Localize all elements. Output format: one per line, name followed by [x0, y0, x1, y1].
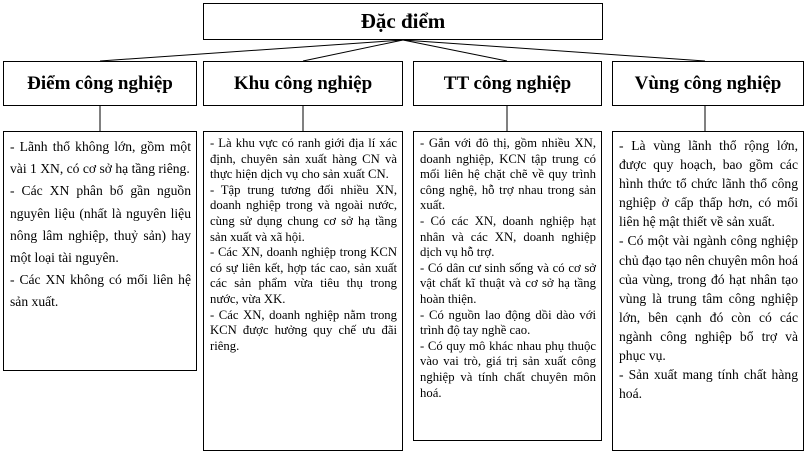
- root-node: [203, 3, 603, 40]
- list-item: - Có nguồn lao động dồi dào với trình độ tay nghề cao.: [420, 307, 596, 338]
- list-item: - Có một vài ngành công nghiệp chủ đạo tạo nên chuyên môn hoá của vùng, trong đó hạt nhân tạo vùng là trung tâm công nghiệp lớn, bên cạnh đó còn có các ngành công nghiệp bổ trợ và phục vụ.: [619, 233, 798, 364]
- content-diem-cong-nghiep: [3, 131, 197, 371]
- list-item: - Sản xuất mang tính chất hàng hoá.: [619, 367, 798, 402]
- list-item: - Các XN phân bố gần nguồn nguyên liệu (nhất là nguyên liệu nông lâm nghiệp, thuỷ sản) hay một loại tài nguyên.: [10, 183, 191, 266]
- list-item: - Có các XN, doanh nghiệp hạt nhân và các XN, doanh nghiệp dịch vụ hỗ trợ.: [420, 213, 596, 260]
- list-item: - Các XN, doanh nghiệp trong KCN có sự liên kết, hợp tác cao, sản xuất các sản phẩm vừa tiêu thụ trong nước, vừa XK.: [210, 245, 397, 306]
- list-item: - Là vùng lãnh thổ rộng lớn, được quy hoạch, bao gồm các hình thức tổ chức lãnh thổ công nghiệp ở cấp thấp hơn, có mối liên hệ mật thiết về sản xuất.: [619, 138, 798, 230]
- list-item: - Lãnh thổ không lớn, gồm một vài 1 XN, có cơ sở hạ tầng riêng.: [10, 139, 191, 177]
- heading-label: TT công nghiệp: [443, 72, 572, 94]
- heading-diem-cong-nghiep: [3, 61, 197, 106]
- content-khu-cong-nghiep: [203, 131, 403, 451]
- list-item: - Các XN, doanh nghiệp nằm trong KCN được hưởng quy chế ưu đãi riêng.: [210, 307, 397, 353]
- list-item: - Các XN không có mối liên hệ sản xuất.: [10, 272, 191, 310]
- heading-label: Điểm công nghiệp: [27, 72, 173, 94]
- root-to-col1-line: [100, 40, 403, 61]
- list-item: - Tập trung tương đối nhiều XN, doanh nghiệp trong và ngoài nước, cùng sử dụng chung cơ sở hạ tầng sản xuất và xã hội.: [210, 182, 397, 244]
- list-item: - Gắn với đô thị, gồm nhiều XN, doanh nghiệp, KCN tập trung có mối liên hệ chặt chẽ về quy trình công nghệ, hỗ trợ nhau trong sản xuất.: [420, 136, 596, 213]
- list-item: - Có dân cư sinh sống và có cơ sở vật chất kĩ thuật và cơ sở hạ tầng hoàn thiện.: [420, 260, 596, 306]
- heading-vung-cong-nghiep: [612, 61, 804, 106]
- heading-label: Khu công nghiệp: [233, 72, 373, 94]
- content-vung-cong-nghiep: [612, 131, 804, 451]
- list-item: - Là khu vực có ranh giới địa lí xác định, chuyên sản xuất hàng CN và thực hiện dịch vụ cho sản xuất CN.: [210, 136, 397, 182]
- list-item: - Có quy mô khác nhau phụ thuộc vào vai trò, giá trị sản xuất công nghiệp và tính chất chuyên môn hoá.: [420, 338, 596, 400]
- heading-tt-cong-nghiep: [413, 61, 602, 106]
- heading-label: Vùng công nghiệp: [634, 72, 782, 94]
- heading-khu-cong-nghiep: [203, 61, 403, 106]
- root-title: Đặc điểm: [360, 9, 446, 33]
- root-to-col4-line: [403, 40, 705, 61]
- content-tt-cong-nghiep: [413, 131, 602, 441]
